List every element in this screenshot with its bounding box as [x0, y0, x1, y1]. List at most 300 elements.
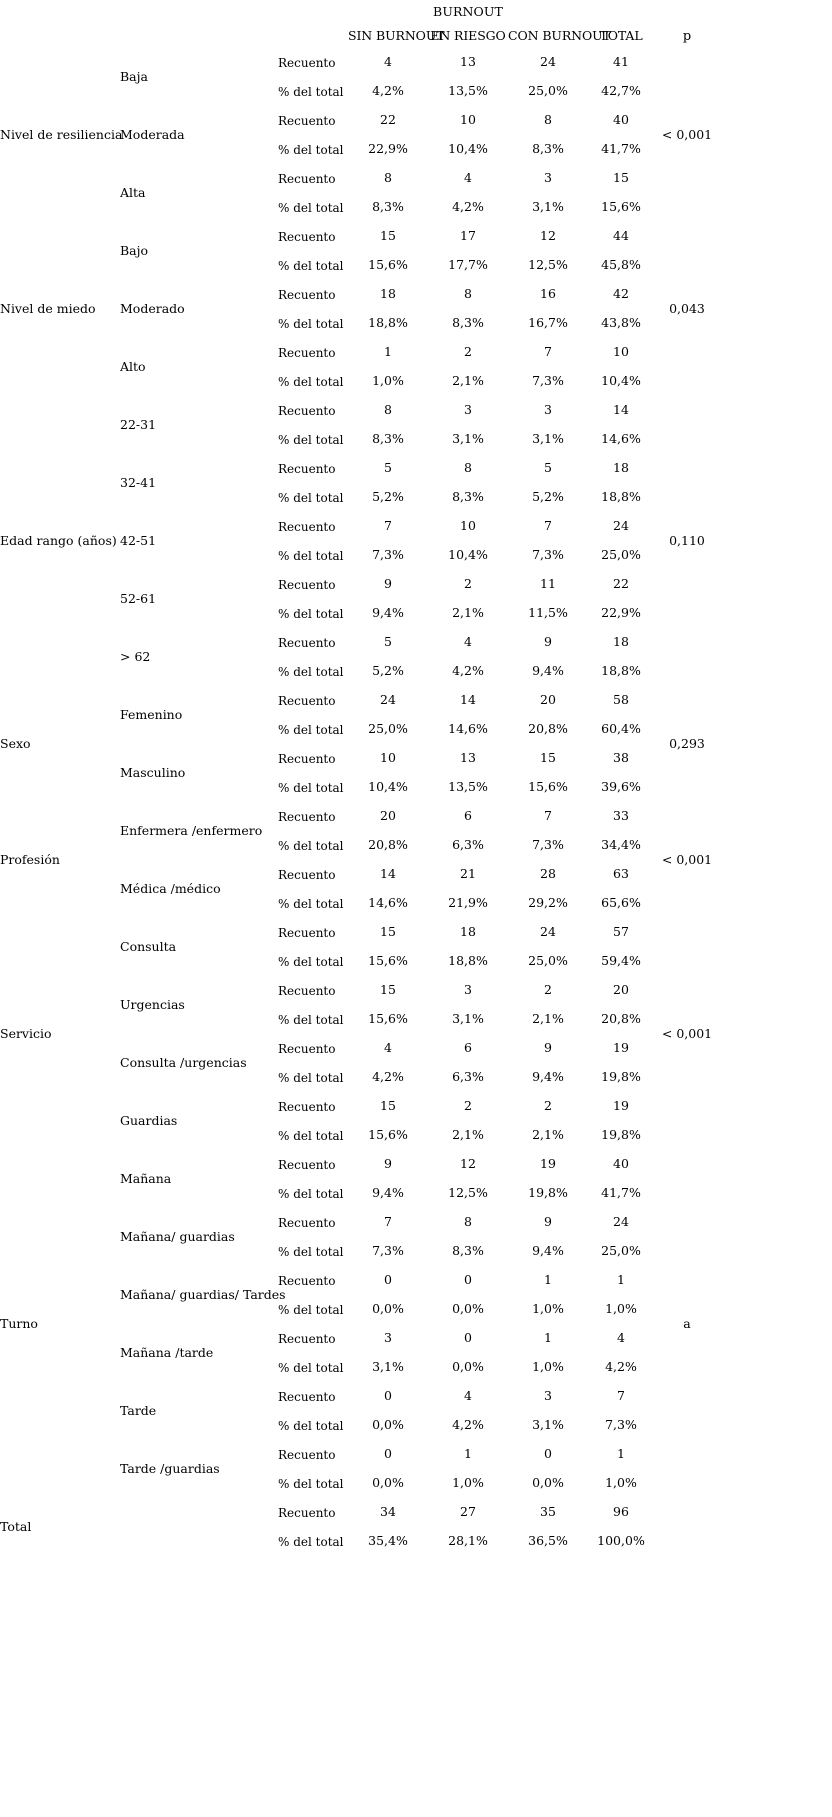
cell-sin-burnout: 7,3%	[372, 547, 404, 563]
stat-label-percent: % del total	[278, 954, 344, 969]
cell-sin-burnout: 0	[384, 1272, 392, 1288]
row-variable-total: Total	[0, 1518, 32, 1534]
stat-label-percent: % del total	[278, 374, 344, 389]
cell-sin-burnout: 9	[384, 576, 392, 592]
cell-total: 24	[613, 518, 629, 534]
table-row	[0, 1150, 720, 1179]
stat-label-count: Recuento	[278, 1505, 336, 1520]
cell-en-riesgo: 12	[460, 1156, 476, 1172]
header-spacer-variable	[0, 0, 120, 24]
cell-p-value-total	[654, 1498, 720, 1556]
cell-con-burnout: 9	[544, 634, 552, 650]
cell-sin-burnout: 8	[384, 402, 392, 418]
cell-total: 65,6%	[601, 895, 641, 911]
cell-sin-burnout: 15	[380, 228, 396, 244]
cell-sin-burnout: 24	[380, 692, 396, 708]
cell-en-riesgo: 2,1%	[452, 373, 484, 389]
row-variable-nivel-de-resiliencia: Nivel de resiliencia	[0, 126, 123, 142]
cell-sin-burnout: 14	[380, 866, 396, 882]
cell-con-burnout: 2,1%	[532, 1127, 564, 1143]
cell-total: 1,0%	[605, 1475, 637, 1491]
cell-total: 10	[613, 344, 629, 360]
stat-label-percent: % del total	[278, 1534, 344, 1549]
cell-en-riesgo: 3,1%	[452, 431, 484, 447]
row-variable-nivel-de-miedo: Nivel de miedo	[0, 300, 96, 316]
cell-con-burnout: 12	[540, 228, 556, 244]
stat-label-count: Recuento	[278, 867, 336, 882]
stat-label-count: Recuento	[278, 461, 336, 476]
stat-label-count: Recuento	[278, 635, 336, 650]
cell-en-riesgo: 14,6%	[448, 721, 488, 737]
stat-label-count: Recuento	[278, 519, 336, 534]
stat-label-count: Recuento	[278, 55, 336, 70]
row-variable-servicio: Servicio	[0, 1025, 52, 1041]
cell-sin-burnout: 0,0%	[372, 1301, 404, 1317]
cell-total: 20,8%	[601, 1011, 641, 1027]
row-category-profesion-medica-medico: Médica /médico	[120, 880, 221, 896]
stat-label-percent: % del total	[278, 838, 344, 853]
stat-label-count: Recuento	[278, 1157, 336, 1172]
table-row	[0, 1498, 720, 1527]
cell-con-burnout: 11	[540, 576, 556, 592]
cell-con-burnout: 7	[544, 518, 552, 534]
table-row	[0, 222, 720, 251]
stat-label-count: Recuento	[278, 925, 336, 940]
cell-en-riesgo: 6,3%	[452, 837, 484, 853]
cell-total: 59,4%	[601, 953, 641, 969]
row-category-servicio-consulta: Consulta	[120, 938, 177, 954]
cell-con-burnout: 3	[544, 1388, 552, 1404]
cell-total: 63	[613, 866, 629, 882]
cell-sin-burnout: 1	[384, 344, 392, 360]
row-category-nivel-de-miedo-alto: Alto	[120, 358, 146, 374]
header-group-burnout: BURNOUT	[433, 3, 503, 19]
cell-sin-burnout: 15,6%	[368, 257, 408, 273]
cell-sin-burnout: 0	[384, 1388, 392, 1404]
cell-con-burnout: 7,3%	[532, 373, 564, 389]
cell-con-burnout: 7,3%	[532, 547, 564, 563]
cell-p-value-nivel-de-miedo: 0,043	[669, 300, 705, 316]
cell-total: 20	[613, 982, 629, 998]
cell-total: 43,8%	[601, 315, 641, 331]
cell-con-burnout: 36,5%	[528, 1533, 568, 1549]
stat-label-count: Recuento	[278, 983, 336, 998]
row-category-turno-manana-tarde: Mañana /tarde	[120, 1344, 214, 1360]
cell-con-burnout: 9	[544, 1214, 552, 1230]
row-category-turno-tarde: Tarde	[120, 1402, 157, 1418]
cell-con-burnout: 7	[544, 344, 552, 360]
cell-con-burnout: 7,3%	[532, 837, 564, 853]
header-spacer-category	[120, 0, 278, 24]
cell-total: 39,6%	[601, 779, 641, 795]
header-blank-variable	[0, 24, 120, 48]
cell-con-burnout: 2	[544, 1098, 552, 1114]
cell-en-riesgo: 18,8%	[448, 953, 488, 969]
cell-con-burnout: 28	[540, 866, 556, 882]
cell-con-burnout: 0	[544, 1446, 552, 1462]
stat-label-count: Recuento	[278, 287, 336, 302]
cell-p-value-edad-rango-anos: 0,110	[669, 532, 705, 548]
cell-total: 40	[613, 1156, 629, 1172]
row-category-edad-rango-anos-22-31: 22-31	[120, 416, 157, 432]
cell-en-riesgo: 0,0%	[452, 1359, 484, 1375]
cell-sin-burnout: 1,0%	[372, 373, 404, 389]
cell-total: 14,6%	[601, 431, 641, 447]
row-variable-profesion: Profesión	[0, 851, 60, 867]
stat-label-percent: % del total	[278, 490, 344, 505]
stat-label-count: Recuento	[278, 751, 336, 766]
cell-total: 4	[617, 1330, 625, 1346]
cell-con-burnout: 5,2%	[532, 489, 564, 505]
header-column-row	[0, 24, 720, 48]
cell-sin-burnout: 3,1%	[372, 1359, 404, 1375]
stat-label-percent: % del total	[278, 1244, 344, 1259]
cell-en-riesgo: 13	[460, 750, 476, 766]
table-row	[0, 918, 720, 947]
stat-label-percent: % del total	[278, 200, 344, 215]
cell-en-riesgo: 0,0%	[452, 1301, 484, 1317]
cell-con-burnout: 9,4%	[532, 663, 564, 679]
stat-label-percent: % del total	[278, 1360, 344, 1375]
cell-en-riesgo: 2,1%	[452, 605, 484, 621]
stat-label-count: Recuento	[278, 1389, 336, 1404]
row-category-turno-tarde-guardias: Tarde /guardias	[120, 1460, 220, 1476]
cell-en-riesgo: 4,2%	[452, 199, 484, 215]
cell-con-burnout: 2,1%	[532, 1011, 564, 1027]
cell-p-value-turno: a	[683, 1315, 691, 1331]
cell-en-riesgo: 8	[464, 286, 472, 302]
row-category-sexo-femenino: Femenino	[120, 706, 183, 722]
cell-total: 18,8%	[601, 663, 641, 679]
row-category-turno-manana: Mañana	[120, 1170, 172, 1186]
row-category-servicio-guardias: Guardias	[120, 1112, 178, 1128]
stat-label-percent: % del total	[278, 432, 344, 447]
header-col-con-burnout: CON BURNOUT	[508, 27, 611, 43]
cell-en-riesgo: 4,2%	[452, 663, 484, 679]
cell-en-riesgo: 3	[464, 402, 472, 418]
header-col-total: TOTAL	[599, 27, 643, 43]
row-category-edad-rango-anos-62: > 62	[120, 648, 151, 664]
row-category-edad-rango-anos-32-41: 32-41	[120, 474, 157, 490]
cell-en-riesgo: 3	[464, 982, 472, 998]
cell-total: 41,7%	[601, 1185, 641, 1201]
stat-label-percent: % del total	[278, 258, 344, 273]
cell-total: 18	[613, 634, 629, 650]
cell-sin-burnout: 4,2%	[372, 83, 404, 99]
cell-total: 25,0%	[601, 1243, 641, 1259]
cell-con-burnout: 9,4%	[532, 1069, 564, 1085]
cell-sin-burnout: 5	[384, 634, 392, 650]
cell-con-burnout: 12,5%	[528, 257, 568, 273]
stat-label-percent: % del total	[278, 1302, 344, 1317]
cell-sin-burnout: 20	[380, 808, 396, 824]
stat-label-count: Recuento	[278, 693, 336, 708]
stat-label-percent: % del total	[278, 1418, 344, 1433]
cell-con-burnout: 8,3%	[532, 141, 564, 157]
cell-sin-burnout: 35,4%	[368, 1533, 408, 1549]
cell-total: 19,8%	[601, 1069, 641, 1085]
cell-con-burnout: 3,1%	[532, 1417, 564, 1433]
stat-label-count: Recuento	[278, 1215, 336, 1230]
cell-con-burnout: 24	[540, 54, 556, 70]
stat-label-percent: % del total	[278, 780, 344, 795]
cell-sin-burnout: 34	[380, 1504, 396, 1520]
cell-en-riesgo: 12,5%	[448, 1185, 488, 1201]
row-category-nivel-de-resiliencia-baja: Baja	[120, 68, 148, 84]
cell-en-riesgo: 21,9%	[448, 895, 488, 911]
cell-total: 22,9%	[601, 605, 641, 621]
stat-label-count: Recuento	[278, 1447, 336, 1462]
cell-en-riesgo: 8	[464, 460, 472, 476]
cell-con-burnout: 15,6%	[528, 779, 568, 795]
cell-sin-burnout: 14,6%	[368, 895, 408, 911]
cell-total: 18,8%	[601, 489, 641, 505]
cell-total: 15,6%	[601, 199, 641, 215]
cell-con-burnout: 3,1%	[532, 431, 564, 447]
cell-con-burnout: 3,1%	[532, 199, 564, 215]
cell-total: 10,4%	[601, 373, 641, 389]
cell-en-riesgo: 3,1%	[452, 1011, 484, 1027]
cell-sin-burnout: 9,4%	[372, 1185, 404, 1201]
table-body	[0, 48, 720, 1556]
stat-label-percent: % del total	[278, 896, 344, 911]
row-category-nivel-de-resiliencia-alta: Alta	[120, 184, 146, 200]
cell-en-riesgo: 10	[460, 518, 476, 534]
cell-con-burnout: 3	[544, 402, 552, 418]
cell-total: 1,0%	[605, 1301, 637, 1317]
stat-label-count: Recuento	[278, 1331, 336, 1346]
table-row	[0, 48, 720, 77]
stat-label-percent: % del total	[278, 606, 344, 621]
cell-en-riesgo: 21	[460, 866, 476, 882]
cell-con-burnout: 25,0%	[528, 83, 568, 99]
cell-total: 25,0%	[601, 547, 641, 563]
row-category-sexo-masculino: Masculino	[120, 764, 186, 780]
cell-total: 34,4%	[601, 837, 641, 853]
cell-en-riesgo: 13	[460, 54, 476, 70]
stat-label-count: Recuento	[278, 171, 336, 186]
cell-sin-burnout: 7,3%	[372, 1243, 404, 1259]
cell-sin-burnout: 20,8%	[368, 837, 408, 853]
cell-sin-burnout: 18,8%	[368, 315, 408, 331]
cell-p-value-nivel-de-resiliencia: < 0,001	[661, 126, 713, 142]
cell-total: 22	[613, 576, 629, 592]
stat-label-percent: % del total	[278, 1186, 344, 1201]
cell-total: 33	[613, 808, 629, 824]
cell-total: 15	[613, 170, 629, 186]
cell-sin-burnout: 5,2%	[372, 489, 404, 505]
cell-con-burnout: 19,8%	[528, 1185, 568, 1201]
row-category-total-row	[120, 1498, 278, 1556]
row-variable-turno: Turno	[0, 1315, 38, 1331]
header-spacer-stat	[278, 0, 348, 24]
header-col-p: p	[682, 28, 692, 44]
cell-total: 7	[617, 1388, 625, 1404]
cell-total: 57	[613, 924, 629, 940]
cell-sin-burnout: 22	[380, 112, 396, 128]
table-row	[0, 396, 720, 425]
cell-sin-burnout: 10,4%	[368, 779, 408, 795]
cell-con-burnout: 8	[544, 112, 552, 128]
cell-con-burnout: 15	[540, 750, 556, 766]
cell-total: 45,8%	[601, 257, 641, 273]
cell-sin-burnout: 15	[380, 1098, 396, 1114]
cell-sin-burnout: 0,0%	[372, 1475, 404, 1491]
row-category-edad-rango-anos-42-51: 42-51	[120, 532, 157, 548]
cell-con-burnout: 1,0%	[532, 1359, 564, 1375]
header-group-row	[0, 0, 720, 24]
stat-label-percent: % del total	[278, 548, 344, 563]
cell-en-riesgo: 28,1%	[448, 1533, 488, 1549]
row-category-turno-manana-guardias: Mañana/ guardias	[120, 1228, 235, 1244]
cell-con-burnout: 16,7%	[528, 315, 568, 331]
cell-con-burnout: 9,4%	[532, 1243, 564, 1259]
cell-en-riesgo: 1	[464, 1446, 472, 1462]
header-blank-stat	[278, 24, 348, 48]
cell-en-riesgo: 17	[460, 228, 476, 244]
cell-sin-burnout: 8,3%	[372, 199, 404, 215]
cell-en-riesgo: 4,2%	[452, 1417, 484, 1433]
cell-en-riesgo: 6	[464, 1040, 472, 1056]
cell-total: 100,0%	[597, 1533, 645, 1549]
cell-total: 44	[613, 228, 629, 244]
cell-con-burnout: 9	[544, 1040, 552, 1056]
cell-con-burnout: 5	[544, 460, 552, 476]
cell-total: 19	[613, 1098, 629, 1114]
header-spacer-p	[654, 0, 720, 24]
stat-label-count: Recuento	[278, 1041, 336, 1056]
cell-sin-burnout: 0,0%	[372, 1417, 404, 1433]
table-row	[0, 686, 720, 715]
cell-sin-burnout: 9	[384, 1156, 392, 1172]
row-category-turno-manana-guardias-tardes: Mañana/ guardias/ Tardes	[120, 1286, 286, 1302]
row-variable-edad-rango-anos: Edad rango (años)	[0, 532, 117, 548]
cell-sin-burnout: 15,6%	[368, 1127, 408, 1143]
table-header	[0, 0, 720, 48]
row-category-edad-rango-anos-52-61: 52-61	[120, 590, 157, 606]
stat-label-percent: % del total	[278, 1070, 344, 1085]
cell-sin-burnout: 18	[380, 286, 396, 302]
cell-sin-burnout: 0	[384, 1446, 392, 1462]
cell-total: 40	[613, 112, 629, 128]
stat-label-percent: % del total	[278, 142, 344, 157]
cell-con-burnout: 25,0%	[528, 953, 568, 969]
cell-sin-burnout: 4	[384, 54, 392, 70]
cell-en-riesgo: 8,3%	[452, 1243, 484, 1259]
stat-label-count: Recuento	[278, 1273, 336, 1288]
cell-sin-burnout: 22,9%	[368, 141, 408, 157]
cell-total: 1	[617, 1446, 625, 1462]
cell-total: 14	[613, 402, 629, 418]
cell-sin-burnout: 5,2%	[372, 663, 404, 679]
cell-en-riesgo: 6	[464, 808, 472, 824]
cell-sin-burnout: 7	[384, 1214, 392, 1230]
cell-total: 41	[613, 54, 629, 70]
cell-en-riesgo: 18	[460, 924, 476, 940]
cell-en-riesgo: 10	[460, 112, 476, 128]
cell-en-riesgo: 17,7%	[448, 257, 488, 273]
cell-con-burnout: 24	[540, 924, 556, 940]
cell-sin-burnout: 9,4%	[372, 605, 404, 621]
cell-en-riesgo: 14	[460, 692, 476, 708]
cell-p-value-servicio: < 0,001	[661, 1025, 713, 1041]
cell-con-burnout: 20	[540, 692, 556, 708]
cell-con-burnout: 2	[544, 982, 552, 998]
header-col-sin-burnout: SIN BURNOUT	[348, 27, 445, 43]
stat-label-count: Recuento	[278, 577, 336, 592]
cell-sin-burnout: 25,0%	[368, 721, 408, 737]
cell-sin-burnout: 15	[380, 982, 396, 998]
stat-label-percent: % del total	[278, 1476, 344, 1491]
row-category-nivel-de-resiliencia-moderada: Moderada	[120, 126, 185, 142]
cell-sin-burnout: 8,3%	[372, 431, 404, 447]
cell-con-burnout: 1,0%	[532, 1301, 564, 1317]
cell-sin-burnout: 7	[384, 518, 392, 534]
cell-en-riesgo: 2	[464, 1098, 472, 1114]
row-category-servicio-urgencias: Urgencias	[120, 996, 185, 1012]
cell-total: 58	[613, 692, 629, 708]
cell-con-burnout: 11,5%	[528, 605, 568, 621]
cell-en-riesgo: 6,3%	[452, 1069, 484, 1085]
stat-label-percent: % del total	[278, 722, 344, 737]
cell-total: 7,3%	[605, 1417, 637, 1433]
cell-en-riesgo: 2,1%	[452, 1127, 484, 1143]
cell-p-value-profesion: < 0,001	[661, 851, 713, 867]
cell-en-riesgo: 4	[464, 634, 472, 650]
cell-total: 42,7%	[601, 83, 641, 99]
cell-total: 42	[613, 286, 629, 302]
cell-sin-burnout: 3	[384, 1330, 392, 1346]
cell-total: 41,7%	[601, 141, 641, 157]
cell-total: 19	[613, 1040, 629, 1056]
cell-sin-burnout: 8	[384, 170, 392, 186]
cell-en-riesgo: 27	[460, 1504, 476, 1520]
cell-con-burnout: 1	[544, 1330, 552, 1346]
table-row	[0, 802, 720, 831]
cell-en-riesgo: 0	[464, 1272, 472, 1288]
cell-en-riesgo: 13,5%	[448, 779, 488, 795]
cell-sin-burnout: 10	[380, 750, 396, 766]
stat-label-count: Recuento	[278, 809, 336, 824]
cell-en-riesgo: 1,0%	[452, 1475, 484, 1491]
cell-sin-burnout: 15	[380, 924, 396, 940]
cell-total: 1	[617, 1272, 625, 1288]
cell-con-burnout: 3	[544, 170, 552, 186]
cell-total: 60,4%	[601, 721, 641, 737]
stat-label-percent: % del total	[278, 316, 344, 331]
cell-en-riesgo: 2	[464, 344, 472, 360]
row-category-nivel-de-miedo-moderado: Moderado	[120, 300, 185, 316]
header-blank-category	[120, 24, 278, 48]
header-col-en-riesgo: EN RIESGO	[430, 27, 506, 43]
stat-label-count: Recuento	[278, 1099, 336, 1114]
cell-sin-burnout: 15,6%	[368, 953, 408, 969]
cell-con-burnout: 35	[540, 1504, 556, 1520]
stat-label-count: Recuento	[278, 345, 336, 360]
cell-total: 19,8%	[601, 1127, 641, 1143]
stat-label-count: Recuento	[278, 403, 336, 418]
cell-en-riesgo: 0	[464, 1330, 472, 1346]
cell-en-riesgo: 4	[464, 1388, 472, 1404]
row-category-nivel-de-miedo-bajo: Bajo	[120, 242, 149, 258]
cell-sin-burnout: 15,6%	[368, 1011, 408, 1027]
cell-sin-burnout: 4	[384, 1040, 392, 1056]
cell-en-riesgo: 4	[464, 170, 472, 186]
stat-label-count: Recuento	[278, 113, 336, 128]
cell-total: 96	[613, 1504, 629, 1520]
header-spacer-total	[588, 0, 654, 24]
stat-label-percent: % del total	[278, 1128, 344, 1143]
